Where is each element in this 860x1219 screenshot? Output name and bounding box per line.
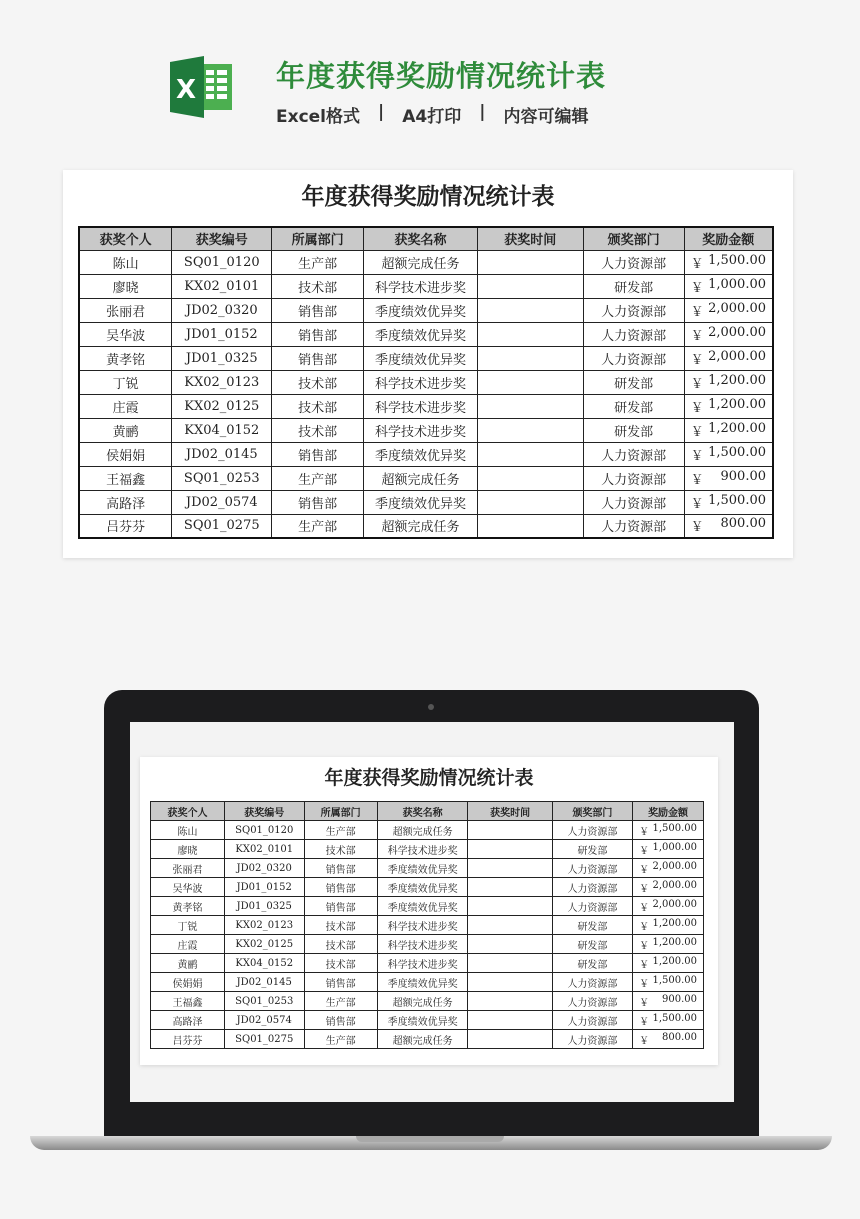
table-cell[interactable]: 丁锐 bbox=[79, 370, 172, 394]
table-cell[interactable]: 研发部 bbox=[583, 370, 684, 394]
table-cell[interactable] bbox=[468, 821, 552, 840]
table-cell[interactable]: JD01_0325 bbox=[224, 897, 304, 916]
table-cell[interactable] bbox=[477, 394, 583, 418]
feature-print: A4打印 bbox=[402, 107, 462, 127]
table-cell[interactable] bbox=[633, 973, 704, 992]
table-cell[interactable] bbox=[477, 346, 583, 370]
table-cell[interactable]: SQ01_0120 bbox=[224, 821, 304, 840]
table-row bbox=[151, 821, 704, 840]
svg-text:X: X bbox=[176, 75, 197, 105]
table-row bbox=[79, 322, 773, 346]
amount-value: 1,500.00 bbox=[708, 252, 766, 268]
table-cell[interactable]: 研发部 bbox=[583, 394, 684, 418]
award-table-laptop bbox=[150, 801, 704, 1049]
table-cell[interactable]: KX04_0152 bbox=[172, 418, 272, 442]
table-cell[interactable]: 季度绩效优异奖 bbox=[377, 878, 468, 897]
currency-symbol: ￥ bbox=[639, 826, 650, 838]
table-row bbox=[79, 370, 773, 394]
table-cell[interactable]: 吴华波 bbox=[151, 878, 225, 897]
table-row bbox=[151, 859, 704, 878]
table-cell[interactable] bbox=[477, 370, 583, 394]
amount-value: 900.00 bbox=[720, 468, 766, 484]
amount-value: 1,500.00 bbox=[652, 822, 697, 834]
table-cell[interactable] bbox=[633, 878, 704, 897]
table-row bbox=[79, 514, 773, 538]
table-cell[interactable]: JD01_0152 bbox=[224, 878, 304, 897]
table-cell[interactable] bbox=[468, 840, 552, 859]
table-row bbox=[79, 298, 773, 322]
table-cell[interactable] bbox=[468, 935, 552, 954]
table-cell[interactable] bbox=[633, 954, 704, 973]
table-cell[interactable]: 黄鹂 bbox=[79, 418, 172, 442]
table-cell[interactable]: KX02_0125 bbox=[172, 394, 272, 418]
table-cell[interactable]: 侯娟娟 bbox=[79, 442, 172, 466]
table-cell[interactable]: 人力资源部 bbox=[583, 466, 684, 490]
table-row bbox=[79, 418, 773, 442]
currency-symbol: ￥ bbox=[690, 400, 704, 416]
currency-symbol: ￥ bbox=[690, 496, 704, 512]
table-cell[interactable]: 陈山 bbox=[151, 821, 225, 840]
table-cell[interactable]: 销售部 bbox=[272, 346, 364, 370]
table-cell[interactable] bbox=[477, 466, 583, 490]
table-cell[interactable]: 张丽君 bbox=[79, 298, 172, 322]
table-cell[interactable]: 销售部 bbox=[272, 298, 364, 322]
table-cell[interactable]: 研发部 bbox=[583, 274, 684, 298]
table-row bbox=[151, 1030, 704, 1049]
table-cell[interactable]: 高路泽 bbox=[79, 490, 172, 514]
table-cell[interactable] bbox=[468, 1011, 552, 1030]
table-cell[interactable]: 技术部 bbox=[304, 916, 377, 935]
table-cell[interactable] bbox=[468, 992, 552, 1011]
table-cell[interactable]: 人力资源部 bbox=[552, 878, 632, 897]
table-cell[interactable] bbox=[684, 274, 773, 298]
table-cell[interactable]: 技术部 bbox=[272, 274, 364, 298]
currency-symbol: ￥ bbox=[639, 883, 650, 895]
table-cell[interactable] bbox=[633, 859, 704, 878]
table-cell[interactable]: 人力资源部 bbox=[552, 973, 632, 992]
table-cell[interactable]: KX02_0101 bbox=[172, 274, 272, 298]
table-cell[interactable]: 销售部 bbox=[304, 973, 377, 992]
amount-value: 2,000.00 bbox=[708, 300, 766, 316]
table-cell[interactable]: 销售部 bbox=[304, 897, 377, 916]
table-cell[interactable] bbox=[477, 442, 583, 466]
table-cell[interactable]: 技术部 bbox=[304, 840, 377, 859]
table-cell[interactable]: JD02_0320 bbox=[172, 298, 272, 322]
column-header: 所属部门 bbox=[272, 227, 364, 250]
table-cell[interactable]: 生产部 bbox=[304, 1030, 377, 1049]
table-cell[interactable]: 销售部 bbox=[272, 442, 364, 466]
table-cell[interactable]: KX04_0152 bbox=[224, 954, 304, 973]
table-cell[interactable]: 季度绩效优异奖 bbox=[364, 490, 478, 514]
table-cell[interactable]: JD01_0152 bbox=[172, 322, 272, 346]
currency-symbol: ￥ bbox=[639, 997, 650, 1009]
table-cell[interactable]: 销售部 bbox=[272, 322, 364, 346]
feature-editable: 内容可编辑 bbox=[503, 107, 589, 127]
header-row bbox=[151, 802, 704, 821]
table-cell[interactable] bbox=[633, 1030, 704, 1049]
table-cell[interactable]: 技术部 bbox=[272, 394, 364, 418]
table-cell[interactable] bbox=[633, 897, 704, 916]
table-cell[interactable] bbox=[684, 250, 773, 274]
table-cell[interactable]: 人力资源部 bbox=[552, 1011, 632, 1030]
table-cell[interactable]: 吕芬芬 bbox=[79, 514, 172, 538]
table-cell[interactable]: 季度绩效优异奖 bbox=[364, 346, 478, 370]
table-cell[interactable]: 黄鹂 bbox=[151, 954, 225, 973]
table-cell[interactable]: JD02_0574 bbox=[224, 1011, 304, 1030]
table-cell[interactable] bbox=[468, 897, 552, 916]
table-cell[interactable]: 研发部 bbox=[583, 418, 684, 442]
column-header: 获奖个人 bbox=[79, 227, 172, 250]
table-cell[interactable] bbox=[684, 514, 773, 538]
table-cell[interactable]: 人力资源部 bbox=[583, 514, 684, 538]
table-cell[interactable]: 生产部 bbox=[272, 466, 364, 490]
camera-icon bbox=[428, 704, 434, 710]
currency-symbol: ￥ bbox=[690, 520, 704, 536]
table-cell[interactable]: 销售部 bbox=[304, 859, 377, 878]
table-cell[interactable]: 超额完成任务 bbox=[364, 514, 478, 538]
table-cell[interactable] bbox=[468, 878, 552, 897]
table-cell[interactable]: 技术部 bbox=[304, 935, 377, 954]
amount-value: 1,500.00 bbox=[708, 444, 766, 460]
table-cell[interactable]: 超额完成任务 bbox=[377, 1030, 468, 1049]
table-cell[interactable] bbox=[633, 916, 704, 935]
table-cell[interactable]: 研发部 bbox=[552, 840, 632, 859]
table-cell[interactable] bbox=[477, 250, 583, 274]
table-cell[interactable]: 吕芬芬 bbox=[151, 1030, 225, 1049]
amount-value: 1,200.00 bbox=[652, 917, 697, 929]
table-row bbox=[79, 442, 773, 466]
table-cell[interactable]: SQ01_0253 bbox=[172, 466, 272, 490]
table-cell[interactable]: 研发部 bbox=[552, 954, 632, 973]
table-cell[interactable]: 技术部 bbox=[272, 370, 364, 394]
column-header: 奖励金额 bbox=[684, 227, 773, 250]
table-cell[interactable]: 生产部 bbox=[272, 250, 364, 274]
table-cell[interactable]: 科学技术进步奖 bbox=[377, 840, 468, 859]
sheet-preview bbox=[63, 170, 793, 558]
table-cell[interactable]: 人力资源部 bbox=[583, 250, 684, 274]
table-cell[interactable]: 季度绩效优异奖 bbox=[364, 298, 478, 322]
table-cell[interactable] bbox=[468, 954, 552, 973]
currency-symbol: ￥ bbox=[639, 845, 650, 857]
table-cell[interactable] bbox=[633, 821, 704, 840]
table-cell[interactable]: SQ01_0253 bbox=[224, 992, 304, 1011]
currency-symbol: ￥ bbox=[690, 448, 704, 464]
table-cell[interactable]: 生产部 bbox=[272, 514, 364, 538]
amount-value: 1,200.00 bbox=[708, 420, 766, 436]
table-cell[interactable] bbox=[633, 992, 704, 1011]
table-cell[interactable]: 人力资源部 bbox=[552, 821, 632, 840]
amount-value: 1,200.00 bbox=[652, 955, 697, 967]
feature-list bbox=[276, 102, 588, 127]
table-cell[interactable] bbox=[468, 916, 552, 935]
feature-format: Excel格式 bbox=[276, 107, 361, 127]
table-cell[interactable]: 科学技术进步奖 bbox=[364, 274, 478, 298]
table-cell[interactable]: 超额完成任务 bbox=[364, 250, 478, 274]
table-cell[interactable] bbox=[684, 466, 773, 490]
table-cell[interactable]: 人力资源部 bbox=[552, 897, 632, 916]
amount-value: 2,000.00 bbox=[652, 898, 697, 910]
currency-symbol: ￥ bbox=[690, 472, 704, 488]
currency-symbol: ￥ bbox=[639, 902, 650, 914]
column-header: 获奖时间 bbox=[477, 227, 583, 250]
table-cell[interactable]: 人力资源部 bbox=[552, 859, 632, 878]
table-cell[interactable]: 王福鑫 bbox=[79, 466, 172, 490]
amount-value: 2,000.00 bbox=[652, 860, 697, 872]
table-cell[interactable]: 王福鑫 bbox=[151, 992, 225, 1011]
table-cell[interactable]: 超额完成任务 bbox=[364, 466, 478, 490]
table-cell[interactable]: JD02_0574 bbox=[172, 490, 272, 514]
table-cell[interactable] bbox=[477, 298, 583, 322]
table-cell[interactable]: 人力资源部 bbox=[583, 442, 684, 466]
column-header: 奖励金额 bbox=[633, 802, 704, 821]
table-cell[interactable]: 廖晓 bbox=[79, 274, 172, 298]
table-cell[interactable]: 季度绩效优异奖 bbox=[377, 973, 468, 992]
table-cell[interactable]: 季度绩效优异奖 bbox=[364, 442, 478, 466]
table-cell[interactable]: 生产部 bbox=[304, 992, 377, 1011]
table-row bbox=[79, 394, 773, 418]
table-cell[interactable]: 人力资源部 bbox=[583, 298, 684, 322]
table-cell[interactable]: 销售部 bbox=[272, 490, 364, 514]
table-cell[interactable]: 庄霞 bbox=[151, 935, 225, 954]
table-cell[interactable]: JD01_0325 bbox=[172, 346, 272, 370]
table-cell[interactable]: 庄霞 bbox=[79, 394, 172, 418]
table-row bbox=[151, 840, 704, 859]
table-cell[interactable] bbox=[633, 935, 704, 954]
table-cell[interactable]: 季度绩效优异奖 bbox=[364, 322, 478, 346]
table-cell[interactable]: KX02_0123 bbox=[172, 370, 272, 394]
currency-symbol: ￥ bbox=[639, 940, 650, 952]
currency-symbol: ￥ bbox=[690, 424, 704, 440]
column-header: 所属部门 bbox=[304, 802, 377, 821]
amount-value: 800.00 bbox=[662, 1031, 697, 1043]
sheet-title: 年度获得奖励情况统计表 bbox=[324, 767, 534, 789]
table-cell[interactable] bbox=[684, 394, 773, 418]
sheet-preview-laptop bbox=[140, 757, 718, 1065]
table-cell[interactable] bbox=[477, 514, 583, 538]
amount-value: 800.00 bbox=[720, 516, 766, 532]
amount-value: 2,000.00 bbox=[708, 324, 766, 340]
table-cell[interactable]: 超额完成任务 bbox=[377, 992, 468, 1011]
currency-symbol: ￥ bbox=[690, 280, 704, 296]
currency-symbol: ￥ bbox=[639, 1035, 650, 1047]
table-cell[interactable]: JD02_0145 bbox=[224, 973, 304, 992]
table-row bbox=[79, 250, 773, 274]
table-row bbox=[151, 916, 704, 935]
table-row bbox=[151, 897, 704, 916]
table-cell[interactable]: 季度绩效优异奖 bbox=[377, 897, 468, 916]
column-header: 获奖编号 bbox=[172, 227, 272, 250]
table-cell[interactable]: JD02_0320 bbox=[224, 859, 304, 878]
currency-symbol: ￥ bbox=[690, 304, 704, 320]
table-cell[interactable]: SQ01_0275 bbox=[172, 514, 272, 538]
table-row bbox=[151, 992, 704, 1011]
table-row bbox=[79, 490, 773, 514]
table-cell[interactable]: 人力资源部 bbox=[583, 322, 684, 346]
table-row bbox=[79, 274, 773, 298]
table-row bbox=[151, 935, 704, 954]
table-cell[interactable] bbox=[684, 322, 773, 346]
table-row bbox=[151, 878, 704, 897]
header-row bbox=[79, 227, 773, 250]
currency-symbol: ￥ bbox=[690, 328, 704, 344]
currency-symbol: ￥ bbox=[690, 256, 704, 272]
amount-value: 1,000.00 bbox=[708, 276, 766, 292]
table-cell[interactable] bbox=[477, 490, 583, 514]
table-cell[interactable] bbox=[684, 298, 773, 322]
table-cell[interactable]: KX02_0125 bbox=[224, 935, 304, 954]
award-table bbox=[78, 226, 774, 539]
table-cell[interactable]: 科学技术进步奖 bbox=[377, 935, 468, 954]
table-cell[interactable]: 人力资源部 bbox=[552, 992, 632, 1011]
currency-symbol: ￥ bbox=[639, 1016, 650, 1028]
column-header: 颁奖部门 bbox=[552, 802, 632, 821]
amount-value: 2,000.00 bbox=[708, 348, 766, 364]
table-cell[interactable] bbox=[477, 274, 583, 298]
currency-symbol: ￥ bbox=[639, 959, 650, 971]
amount-value: 1,200.00 bbox=[708, 372, 766, 388]
currency-symbol: ￥ bbox=[690, 352, 704, 368]
table-cell[interactable] bbox=[468, 1030, 552, 1049]
separator: | bbox=[479, 102, 486, 122]
table-cell[interactable]: JD02_0145 bbox=[172, 442, 272, 466]
table-cell[interactable]: 研发部 bbox=[552, 916, 632, 935]
table-cell[interactable] bbox=[684, 442, 773, 466]
table-cell[interactable]: 技术部 bbox=[304, 954, 377, 973]
amount-value: 1,500.00 bbox=[708, 492, 766, 508]
table-cell[interactable]: 季度绩效优异奖 bbox=[377, 859, 468, 878]
table-cell[interactable]: 黄孝铭 bbox=[151, 897, 225, 916]
table-cell[interactable]: 吴华波 bbox=[79, 322, 172, 346]
currency-symbol: ￥ bbox=[639, 921, 650, 933]
table-cell[interactable] bbox=[633, 840, 704, 859]
table-row bbox=[151, 1011, 704, 1030]
table-cell[interactable]: SQ01_0275 bbox=[224, 1030, 304, 1049]
amount-value: 1,200.00 bbox=[652, 936, 697, 948]
table-cell[interactable] bbox=[684, 418, 773, 442]
column-header: 获奖时间 bbox=[468, 802, 552, 821]
table-cell[interactable] bbox=[684, 490, 773, 514]
amount-value: 1,500.00 bbox=[652, 1012, 697, 1024]
column-header: 获奖名称 bbox=[377, 802, 468, 821]
amount-value: 1,000.00 bbox=[652, 841, 697, 853]
table-cell[interactable] bbox=[633, 1011, 704, 1030]
table-cell[interactable] bbox=[477, 322, 583, 346]
amount-value: 2,000.00 bbox=[652, 879, 697, 891]
table-cell[interactable]: 侯娟娟 bbox=[151, 973, 225, 992]
separator: | bbox=[378, 102, 385, 122]
table-row bbox=[151, 954, 704, 973]
column-header: 获奖个人 bbox=[151, 802, 225, 821]
amount-value: 1,200.00 bbox=[708, 396, 766, 412]
column-header: 获奖编号 bbox=[224, 802, 304, 821]
table-cell[interactable]: 销售部 bbox=[304, 1011, 377, 1030]
table-cell[interactable]: 生产部 bbox=[304, 821, 377, 840]
column-header: 获奖名称 bbox=[364, 227, 478, 250]
table-cell[interactable]: 科学技术进步奖 bbox=[364, 394, 478, 418]
excel-logo-icon bbox=[170, 56, 234, 118]
table-cell[interactable]: 科学技术进步奖 bbox=[364, 418, 478, 442]
table-cell[interactable]: 超额完成任务 bbox=[377, 821, 468, 840]
table-cell[interactable]: 研发部 bbox=[552, 935, 632, 954]
table-cell[interactable]: 人力资源部 bbox=[583, 346, 684, 370]
table-cell[interactable]: 陈山 bbox=[79, 250, 172, 274]
table-cell[interactable]: SQ01_0120 bbox=[172, 250, 272, 274]
table-cell[interactable]: KX02_0123 bbox=[224, 916, 304, 935]
currency-symbol: ￥ bbox=[639, 978, 650, 990]
table-cell[interactable]: 廖晓 bbox=[151, 840, 225, 859]
table-cell[interactable]: 科学技术进步奖 bbox=[377, 916, 468, 935]
table-cell[interactable]: 科学技术进步奖 bbox=[364, 370, 478, 394]
table-cell[interactable]: 高路泽 bbox=[151, 1011, 225, 1030]
table-row bbox=[151, 973, 704, 992]
table-cell[interactable] bbox=[684, 346, 773, 370]
table-cell[interactable]: 丁锐 bbox=[151, 916, 225, 935]
table-cell[interactable]: 销售部 bbox=[304, 878, 377, 897]
table-cell[interactable]: KX02_0101 bbox=[224, 840, 304, 859]
page-title: 年度获得奖励情况统计表 bbox=[276, 59, 607, 93]
table-cell[interactable]: 黄孝铭 bbox=[79, 346, 172, 370]
table-cell[interactable] bbox=[468, 973, 552, 992]
amount-value: 900.00 bbox=[662, 993, 697, 1005]
table-cell[interactable]: 技术部 bbox=[272, 418, 364, 442]
laptop-notch bbox=[356, 1136, 504, 1142]
table-cell[interactable]: 张丽君 bbox=[151, 859, 225, 878]
table-row bbox=[79, 346, 773, 370]
table-cell[interactable] bbox=[684, 370, 773, 394]
column-header: 颁奖部门 bbox=[583, 227, 684, 250]
sheet-title: 年度获得奖励情况统计表 bbox=[301, 183, 555, 210]
table-cell[interactable] bbox=[477, 418, 583, 442]
table-cell[interactable]: 人力资源部 bbox=[552, 1030, 632, 1049]
table-cell[interactable] bbox=[468, 859, 552, 878]
table-cell[interactable]: 季度绩效优异奖 bbox=[377, 1011, 468, 1030]
amount-value: 1,500.00 bbox=[652, 974, 697, 986]
currency-symbol: ￥ bbox=[690, 376, 704, 392]
table-row bbox=[79, 466, 773, 490]
currency-symbol: ￥ bbox=[639, 864, 650, 876]
table-cell[interactable]: 人力资源部 bbox=[583, 490, 684, 514]
table-cell[interactable]: 科学技术进步奖 bbox=[377, 954, 468, 973]
